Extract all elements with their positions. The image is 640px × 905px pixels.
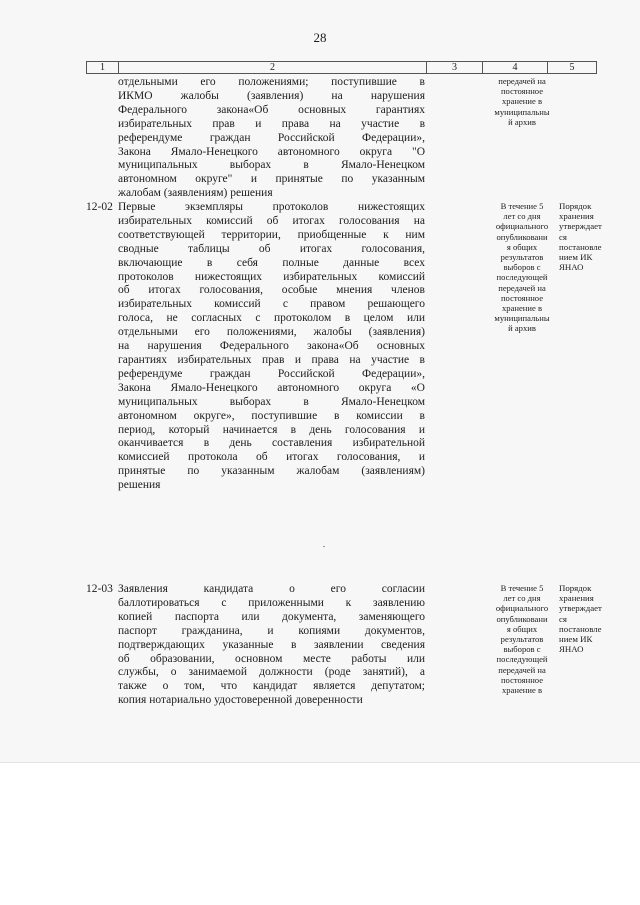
storage-term-line: передачей на bbox=[498, 282, 546, 293]
storage-term-line: й архив bbox=[508, 116, 536, 127]
description-line: протоколов нижестоящих избирательных комиссий bbox=[118, 270, 425, 283]
storage-note-line: Порядок bbox=[559, 583, 592, 593]
record-code: 12-02 bbox=[86, 201, 113, 213]
description-line: муниципальных выборах в Ямало-Ненецком bbox=[118, 159, 425, 172]
storage-term-line: постоянное bbox=[500, 292, 544, 303]
description-line: ИКМО жалобы (заявления) на нарушения bbox=[118, 89, 425, 102]
column-3-cell bbox=[425, 201, 489, 493]
storage-note-line: нием ИК bbox=[559, 634, 593, 645]
description-line: соответствующей территории, приобщенные к ним bbox=[118, 228, 425, 241]
storage-note-line: утверждает bbox=[559, 221, 602, 232]
storage-term-line: й архив bbox=[508, 323, 536, 334]
description-line: Закона Ямало-Ненецкого автономного округа "О bbox=[118, 145, 425, 158]
storage-term-line: последующей bbox=[496, 272, 548, 283]
storage-term-line: В течение 5 bbox=[500, 201, 544, 211]
storage-note bbox=[555, 583, 614, 708]
description-line: жалобам (заявлениям) решения bbox=[118, 187, 273, 200]
storage-note-line: утверждает bbox=[559, 603, 602, 614]
storage-term-line: результатов bbox=[500, 634, 544, 645]
description-line: избирательных комиссий об итогах голосования на bbox=[118, 214, 425, 227]
description-line: избирательных комиссий с правом решающего bbox=[118, 298, 425, 311]
table-header-row bbox=[86, 61, 597, 74]
description-line: избирательных прав и права на участие в bbox=[118, 117, 425, 130]
column-header-5: 5 bbox=[548, 62, 597, 73]
description-line: оканчивается в день составления избирательной bbox=[118, 437, 425, 450]
description-line: Первые экземпляры протоколов нижестоящих bbox=[118, 201, 425, 213]
description-line: отдельными его положениями, жалобы (заявления) bbox=[118, 326, 425, 339]
page-number: 28 bbox=[313, 30, 327, 45]
record-code: 12-03 bbox=[86, 583, 113, 595]
storage-term-line: результатов bbox=[500, 252, 544, 263]
storage-term-line: выборов с bbox=[503, 262, 541, 273]
description-line: подтверждающих указанные в заявлении сведения bbox=[118, 638, 425, 651]
description-line: муниципальных выборах в Ямало-Ненецком bbox=[118, 395, 425, 408]
record-description bbox=[118, 583, 425, 708]
column-header-3: 3 bbox=[427, 62, 483, 73]
description-line: службы, о занимаемой должности (роде занятий), а bbox=[118, 666, 425, 679]
description-line: паспорт гражданина, и копиями документов, bbox=[118, 624, 425, 637]
description-line: комиссией протокола об итогах голосования, и bbox=[118, 451, 425, 464]
description-line: период, который начинается в день голосования и bbox=[118, 423, 425, 436]
record-description bbox=[118, 76, 425, 201]
storage-term-line: лет со дня bbox=[503, 211, 541, 222]
column-3-cell bbox=[425, 583, 489, 708]
record-code bbox=[86, 76, 118, 201]
storage-term-line: опубликовани bbox=[496, 231, 548, 242]
storage-term-line: выборов с bbox=[503, 644, 541, 655]
description-line: принятые по указанным жалобам (заявлениям) bbox=[118, 465, 425, 478]
storage-term-line: последующей bbox=[496, 654, 548, 665]
scan-speck bbox=[323, 546, 325, 547]
storage-term-line: официального bbox=[495, 603, 549, 614]
storage-note-line: хранения bbox=[559, 593, 594, 604]
record-description bbox=[118, 201, 425, 493]
table-row bbox=[86, 201, 614, 493]
storage-term bbox=[489, 583, 555, 708]
description-line: отдельными его положениями; поступившие в bbox=[118, 76, 425, 88]
storage-note-line: ся bbox=[559, 231, 567, 242]
column-header-2: 2 bbox=[119, 62, 427, 73]
description-line: решения bbox=[118, 479, 161, 492]
storage-note-line: Порядок bbox=[559, 201, 592, 211]
storage-note-line: постановле bbox=[559, 241, 602, 252]
storage-term bbox=[489, 76, 555, 201]
storage-note-line: хранения bbox=[559, 211, 594, 222]
description-line: референдуме граждан Российской Федерации», bbox=[118, 131, 425, 144]
storage-term-line: официального bbox=[495, 221, 549, 232]
storage-term-line: В течение 5 bbox=[500, 583, 544, 593]
storage-term-line: опубликовани bbox=[496, 613, 548, 624]
storage-term-line: я общих bbox=[506, 623, 538, 634]
storage-note bbox=[555, 201, 614, 493]
column-3-cell bbox=[425, 76, 489, 201]
description-line: об образовании, основном месте работы или bbox=[118, 652, 425, 665]
description-line: на нарушения Федерального закона«Об основных bbox=[118, 340, 425, 353]
description-line: Федерального закона«Об основных гарантиях bbox=[118, 103, 425, 116]
storage-term-line: постоянное bbox=[500, 86, 544, 97]
storage-term-line: хранение в bbox=[501, 303, 543, 314]
description-line: Закона Ямало-Ненецкого автономного округа «О bbox=[118, 381, 425, 394]
storage-note-line: ЯНАО bbox=[559, 644, 584, 655]
column-header-1: 1 bbox=[87, 62, 119, 73]
storage-note-line: ся bbox=[559, 613, 567, 624]
description-line: копия нотариально удостоверенной доверенности bbox=[118, 694, 363, 707]
description-line: баллотироваться с приложенными к заявлению bbox=[118, 596, 425, 609]
storage-term-line: постоянное bbox=[500, 674, 544, 685]
storage-term-line: лет со дня bbox=[503, 593, 541, 604]
storage-term bbox=[489, 201, 555, 493]
description-line: автономном округе», поступившие в комиссии в bbox=[118, 409, 425, 422]
storage-term-line: муниципальны bbox=[494, 106, 550, 117]
description-line: референдуме граждан Российской Федерации», bbox=[118, 367, 425, 380]
storage-term-line: хранение в bbox=[501, 96, 543, 107]
description-line: сводные таблицы об итогах голосования, bbox=[118, 242, 425, 255]
table-row bbox=[86, 583, 614, 708]
storage-term-line: хранение в bbox=[501, 685, 543, 696]
description-line: включающие в себя полные данные всех bbox=[118, 256, 425, 269]
storage-note bbox=[555, 76, 614, 201]
description-line: также о том, что кандидат является депутатом; bbox=[118, 680, 425, 693]
storage-term-line: муниципальны bbox=[494, 313, 550, 324]
storage-note-line: постановле bbox=[559, 623, 602, 634]
table-row bbox=[86, 76, 614, 201]
storage-term-line: передачей на bbox=[498, 664, 546, 675]
description-line: об итогах голосования, особые мнения членов bbox=[118, 284, 425, 297]
storage-note-line: нием ИК bbox=[559, 252, 593, 263]
storage-term-line: я общих bbox=[506, 241, 538, 252]
description-line: автономном округе" и принятые по указанным bbox=[118, 173, 425, 186]
description-line: голоса, не согласных с протоколом в целом или bbox=[118, 312, 425, 325]
description-line: гарантиях избирательных прав и права на участие в bbox=[118, 353, 425, 366]
description-line: Заявления кандидата о его согласии bbox=[118, 583, 425, 595]
storage-note-line: ЯНАО bbox=[559, 262, 584, 273]
storage-term-line: передачей на bbox=[498, 76, 546, 86]
column-header-4: 4 bbox=[483, 62, 548, 73]
description-line: копией паспорта или документа, заменяющего bbox=[118, 610, 425, 623]
